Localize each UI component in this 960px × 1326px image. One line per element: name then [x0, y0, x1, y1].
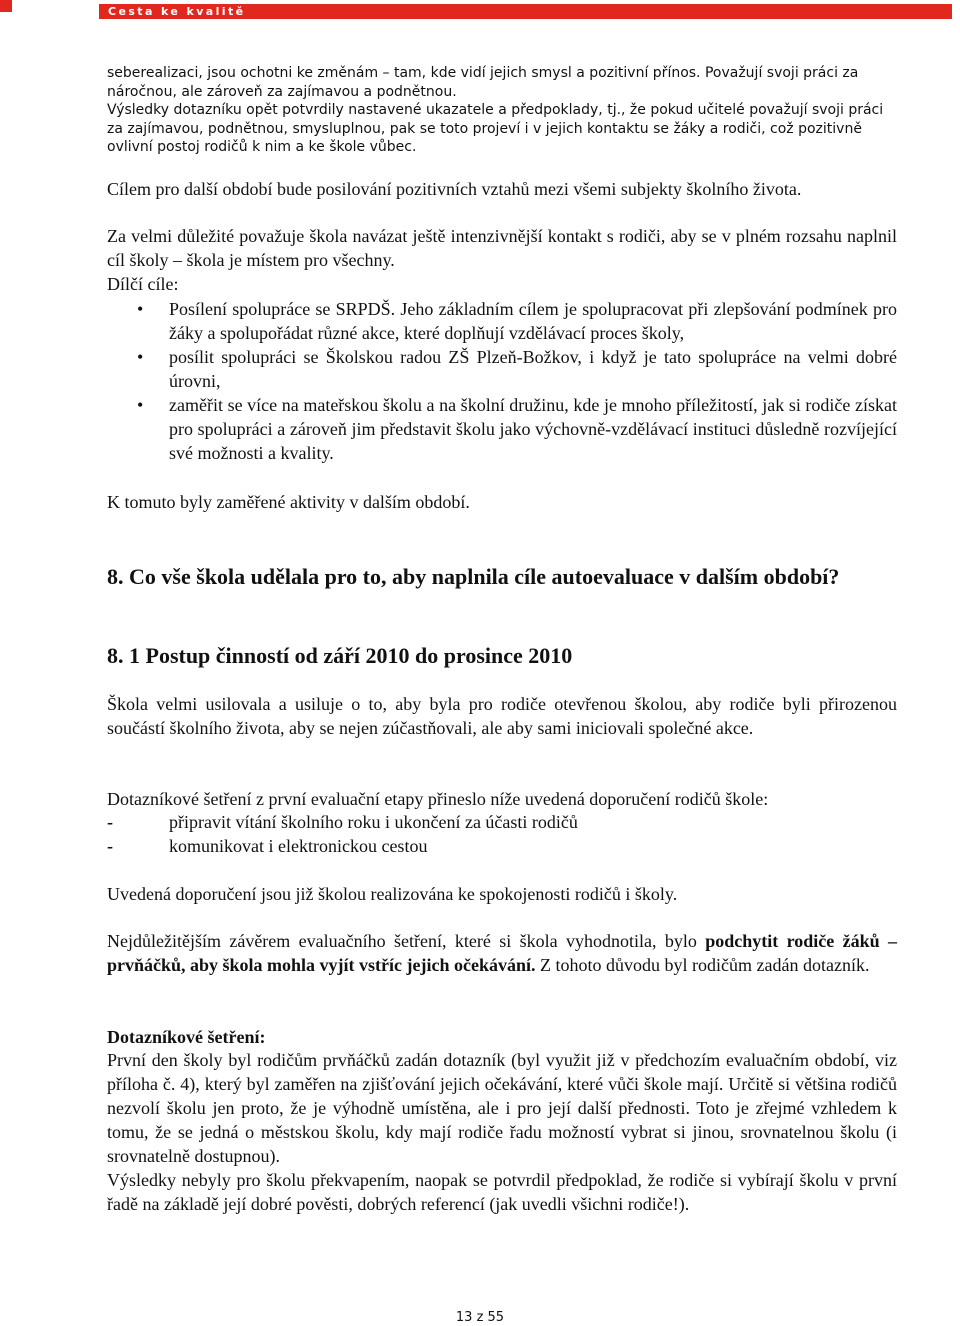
- sub-goals-label: Dílčí cíle:: [107, 274, 179, 294]
- header-title: Cesta ke kvalitě: [108, 5, 246, 18]
- dash-marker: -: [107, 812, 113, 832]
- bullet-icon: •: [137, 347, 144, 367]
- section-8-1-paragraph-2: Dotazníkové šetření z první evaluační etapy přineslo níže uvedená doporučení rodičů škole:: [107, 789, 769, 809]
- list-item: [107, 345, 897, 393]
- list-item: [107, 811, 897, 835]
- page-number: 13 z 55: [455, 1310, 505, 1325]
- section-8-heading: 8. Co vše škola udělala pro to, aby naplnila cíle autoevaluace v dalším období?: [107, 564, 840, 589]
- intro-paragraph-1: seberealizaci, jsou ochotni ke změnám – tam, kde vidí jejich smysl a pozitivní přínos. Považují svoji práci za náročnou, ale zároveň za zajímavou a podnětnou.: [107, 65, 859, 100]
- goal-paragraph-2: Za velmi důležité považuje škola navázat ještě intenzivnější kontakt s rodiči, aby se v plném rozsahu naplnil cíl školy – škola je místem pro všechny.: [107, 226, 897, 270]
- goal-paragraph-1: Cílem pro další období bude posilování pozitivních vztahů mezi všemi subjekty školního života.: [107, 179, 802, 199]
- survey-label: [107, 1025, 897, 1049]
- header-red-square: [0, 0, 12, 12]
- dash-marker: -: [107, 835, 113, 856]
- list-item: [107, 297, 897, 345]
- recommendations-list: [107, 811, 897, 858]
- goals-bullet-list: [107, 297, 897, 465]
- section-8-1-heading: 8. 1 Postup činností od září 2010 do prosince 2010: [107, 643, 573, 668]
- intro-paragraph-2: Výsledky dotazníku opět potvrdily nastavené ukazatele a předpoklady, tj., že pokud učitelé považují svoji práci za zajímavou, podnětnou, smysluplnou, pak se toto projeví i v jejich kontaktu se žáky a rodiči, což pozitivně ovlivní postoj rodičů k nim a ke škole vůbec.: [107, 102, 884, 155]
- section-8-1-paragraph-6: Výsledky nebyly pro školu překvapením, naopak se potvrdil předpoklad, že rodiče si vybírají školu v první řadě na základě její dobré pověsti, dobrých referencí (jak uvedli všichni rodiče!).: [107, 1170, 897, 1214]
- list-item: [107, 393, 897, 465]
- survey-label-text: Dotazníkové šetření:: [107, 1027, 266, 1047]
- header-bar: [99, 4, 952, 19]
- paragraph-4-text-a: Nejdůležitějším závěrem evaluačního šetření, které si škola vyhodnotila, bylo: [107, 931, 706, 951]
- bullet-icon: •: [137, 395, 144, 415]
- paragraph-4-text-b: Z tohoto důvodu byl rodičům zadán dotazník.: [535, 955, 870, 975]
- paragraph-4-bold: podchytit rodiče žáků – prvňáčků, aby škola mohla vyjít vstříc jejich očekávání.: [107, 931, 898, 975]
- section-8-1-paragraph-5: První den školy byl rodičům prvňáčků zadán dotazník (byl využit již v předchozím evaluačním období, viz příloha č. 4), který byl zaměřen na zjišťování jejich očekávání, které vůči škole mají. Určitě si většina rodičů nezvolí školu jen proto, že je výhodně umístěna, ale i pro její další přednosti. Toto je zřejmé vzhledem k tomu, že se jedná o městskou školu, kdy mají rodiče řadu možností vybrat si jinou, srovnatelnou školu (i srovnatelně dostupnou).: [107, 1050, 897, 1166]
- goal-closing: K tomuto byly zaměřené aktivity v dalším období.: [107, 492, 470, 512]
- section-8-1-paragraph-4: [107, 929, 897, 977]
- section-8-1-paragraph-1: Škola velmi usilovala a usiluje o to, aby byla pro rodiče otevřenou školou, aby rodiče byli přirozenou součástí školního života, aby se nejen zúčastňovali, ale aby sami iniciovali společné akce.: [107, 694, 897, 738]
- bullet-icon: •: [137, 299, 144, 319]
- list-item-text: Posílení spolupráce se SRPDŠ. Jeho základním cílem je spolupracovat při zlepšování podmínek pro žáky a spolupořádat různé akce, které doplňují vzdělávací proces školy,: [169, 299, 897, 343]
- list-item-text: komunikovat i elektronickou cestou: [169, 835, 428, 856]
- list-item-text: posílit spolupráci se Školskou radou ZŠ Plzeň-Božkov, i když je tato spolupráce na velmi dobré úrovni,: [169, 347, 897, 391]
- list-item-text: zaměřit se více na mateřskou školu a na školní družinu, kde je mnoho příležitostí, jak si rodiče získat pro spolupráci a zároveň jim představit školu jako výchovně-vzdělávací instituci důsledně rozvíjející své možnosti a kvality.: [169, 395, 897, 463]
- section-8-1-paragraph-3: Uvedená doporučení jsou již školou realizována ke spokojenosti rodičů i školy.: [107, 884, 678, 904]
- list-item-text: připravit vítání školního roku i ukončení za účasti rodičů: [169, 812, 578, 832]
- list-item: [107, 835, 897, 859]
